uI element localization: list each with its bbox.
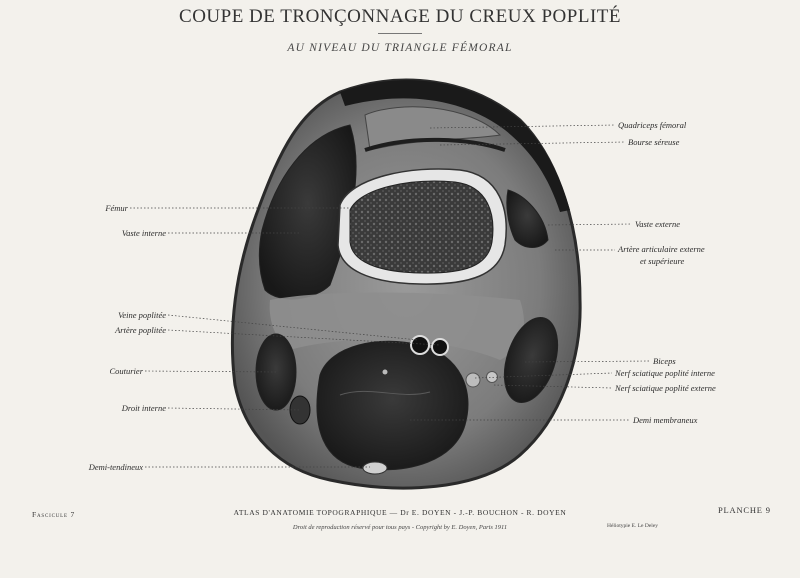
label-bourse-sereuse: Bourse séreuse [628, 137, 680, 147]
label-biceps: Biceps [653, 356, 676, 366]
label-nerf-sciatique-interne: Nerf sciatique poplité interne [615, 368, 715, 378]
plate-title: COUPE DE TRONÇONNAGE DU CREUX POPLITÉ [179, 6, 621, 27]
label-nerf-sciatique-externe: Nerf sciatique poplité externe [615, 383, 716, 393]
artere-poplitee-vessel [432, 339, 448, 355]
label-artere-articulaire-2: et supérieure [640, 256, 685, 266]
label-quadriceps-femoral: Quadriceps fémoral [618, 120, 687, 130]
femur-bone-inner [350, 181, 493, 273]
heliotypie-credit: Héliotypie E. Le Deley [607, 523, 659, 529]
copyright-line: Droit de reproduction réservé pour tous pays - Copyright by E. Doyen, Paris 1911 [292, 524, 508, 531]
nerf-sciatique-interne-nerve [466, 373, 480, 387]
label-vaste-externe: Vaste externe [635, 219, 681, 229]
atlas-credit: ATLAS D'ANATOMIE TOPOGRAPHIQUE — Dr E. DOYEN - J.-P. BOUCHON - R. DOYEN [233, 508, 567, 517]
label-femur: Fémur [105, 203, 128, 213]
small-vessel [383, 370, 388, 375]
planche-number: PLANCHE 9 [718, 505, 771, 515]
nerf-sciatique-externe-nerve [487, 372, 498, 383]
veine-poplitee-vessel [411, 336, 429, 354]
label-droit-interne: Droit interne [121, 403, 166, 413]
plate-subtitle: AU NIVEAU DU TRIANGLE FÉMORAL [287, 42, 513, 54]
label-demi-membraneux: Demi membraneux [633, 415, 698, 425]
demi-membraneux-muscle [317, 341, 468, 469]
label-veine-poplitee: Veine poplitée [118, 310, 166, 320]
label-artere-poplitee: Artère poplitée [115, 325, 166, 335]
label-couturier: Couturier [109, 366, 143, 376]
fascicule-number: Fascicule 7 [32, 510, 76, 519]
label-artere-articulaire: Artère articulaire externe [618, 244, 705, 254]
label-demi-tendineux: Demi-tendineux [88, 462, 143, 472]
label-vaste-interne: Vaste interne [121, 228, 166, 238]
demi-tendineux-muscle [363, 462, 387, 474]
